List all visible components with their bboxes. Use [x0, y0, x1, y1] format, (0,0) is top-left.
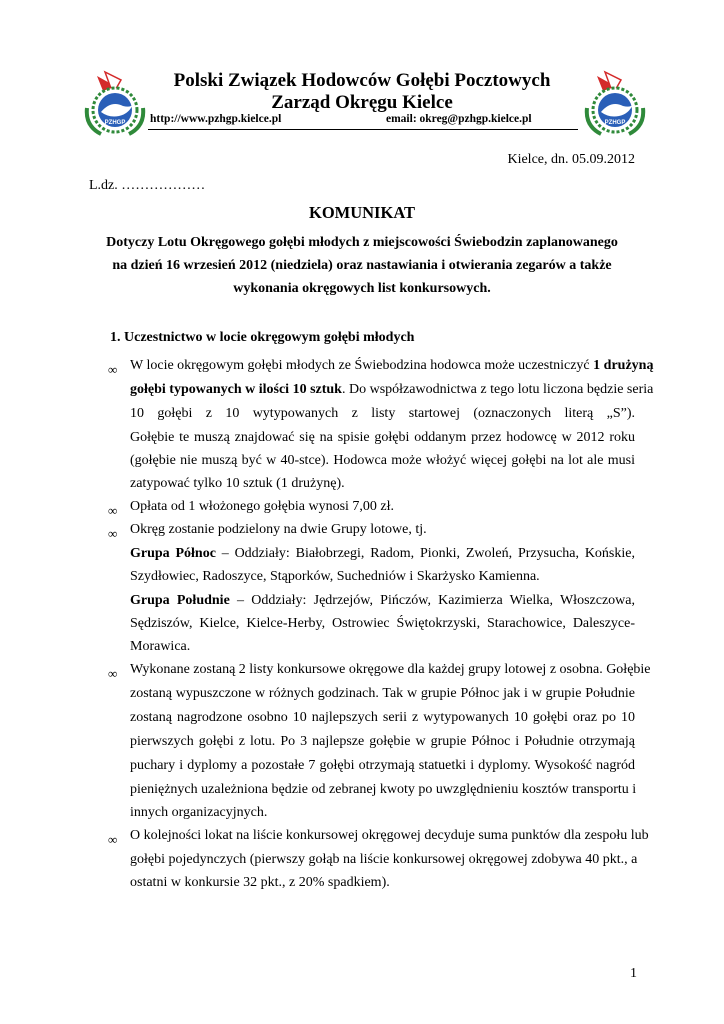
- bullet-icon: ∞: [108, 503, 118, 518]
- organization-title: Polski Związek Hodowców Gołębi Pocztowych: [173, 70, 551, 91]
- bullet-icon: ∞: [108, 362, 118, 377]
- paragraph-line: W locie okręgowym gołębi młodych ze Świebodzina hodowca może uczestniczyć 1 drużyną: [130, 358, 654, 373]
- paragraph-line: zostaną nagrodzone osobno 10 najlepszych serii z wytypowanych 10 gołębi oraz po 10: [130, 710, 635, 725]
- subtitle-line: wykonania okręgowych list konkursowych.: [233, 281, 491, 296]
- paragraph-line: zostaną wypuszczone w różnych godzinach. Tak w grupie Północ jak i w grupie Południe: [130, 686, 635, 701]
- paragraph-line: pierwszych gołębi z lotu. Po 3 najlepsze gołębie w grupie Północ i Południe otrzymają: [130, 734, 635, 749]
- paragraph-line: Okręg zostanie podzielony na dwie Grupy lotowe, tj.: [130, 522, 427, 537]
- paragraph-line: O kolejności lokat na liście konkursowej okręgowej decyduje suma punktów dla zespołu lub: [130, 828, 649, 843]
- subtitle-line: Dotyczy Lotu Okręgowego gołębi młodych z miejscowości Świebodzin zaplanowanego: [106, 235, 618, 250]
- paragraph-line: Grupa Południe – Oddziały: Jędrzejów, Pińczów, Kazimierza Wielka, Włoszczowa,: [130, 593, 635, 608]
- paragraph-line: Opłata od 1 włożonego gołębia wynosi 7,00 zł.: [130, 499, 395, 514]
- paragraph-line: Wykonane zostaną 2 listy konkursowe okręgowe dla każdej grupy lotowej z osobna. Gołębie: [130, 662, 651, 677]
- paragraph-line: innych organizacyjnych.: [130, 805, 268, 820]
- paragraph-line: zatypować tylko 10 sztuk (1 drużynę).: [130, 476, 345, 491]
- bullet-icon: ∞: [108, 832, 118, 847]
- page-number: 1: [630, 966, 637, 981]
- document-subtitle: [89, 231, 635, 300]
- paragraph-line: Morawica.: [130, 639, 191, 654]
- document-title: KOMUNIKAT: [308, 203, 416, 222]
- document-date: Kielce, dn. 05.09.2012: [507, 152, 635, 167]
- paragraph-line: Szydłowiec, Radoszyce, Stąporków, Suchedniów i Skarżysko Kamienna.: [130, 569, 540, 584]
- section-heading: 1. Uczestnictwo w locie okręgowym gołębi młodych: [110, 330, 415, 345]
- paragraph-line: Sędziszów, Kielce, Kielce-Herby, Ostrowiec Świętokrzyski, Starachowice, Daleszyce-: [130, 616, 635, 631]
- paragraph-line: gołębi typowanych w ilości 10 sztuk. Do współzawodnictwa z tego lotu liczona będzie seria: [130, 382, 654, 397]
- paragraph-line: Gołębie te muszą znajdować się na spisie gołębi oddanym przez hodowcę w 2012 roku: [130, 430, 635, 445]
- paragraph-line: (gołębie nie muszą być w 40-stce). Hodowca może włożyć więcej gołębi na lot ale musi: [130, 453, 635, 468]
- paragraph-line: pieniężnych uzależniona będzie od zebranej kwoty po uwzględnieniu kosztów transportu i: [130, 782, 637, 797]
- bullet-icon: ∞: [108, 526, 118, 541]
- website-url[interactable]: http://www.pzhgp.kielce.pl: [150, 113, 282, 125]
- svg-text:PZHGP: PZHGP: [104, 120, 126, 126]
- bullet-icon: ∞: [108, 666, 118, 681]
- reference-number: L.dz. ………………: [89, 178, 206, 193]
- organization-subtitle: Zarząd Okręgu Kielce: [271, 92, 453, 113]
- paragraph-line: 10 gołębi z 10 wytypowanych z listy startowej (oznaczonych literą „S”).: [130, 406, 635, 421]
- svg-text:PZHGP: PZHGP: [604, 120, 626, 126]
- subtitle-line: na dzień 16 wrzesień 2012 (niedziela) oraz nastawiania i otwierania zegarów a także: [112, 258, 612, 273]
- paragraph-line: puchary i dyplomy a pozostałe 7 gołębi otrzymają statuetki i dyplomy. Wysokość nagród: [130, 758, 635, 773]
- header-divider: [148, 129, 578, 130]
- paragraph-line: gołębi pojedynczych (pierwszy gołąb na liście konkursowej okręgowej zdobywa 40 pkt., a: [130, 852, 638, 867]
- contact-email[interactable]: email: okreg@pzhgp.kielce.pl: [386, 113, 532, 125]
- paragraph-line: Grupa Północ – Oddziały: Białobrzegi, Radom, Pionki, Zwoleń, Przysucha, Końskie,: [130, 546, 635, 561]
- paragraph-line: ostatni w konkursie 32 pkt., z 20% spadkiem).: [130, 875, 390, 890]
